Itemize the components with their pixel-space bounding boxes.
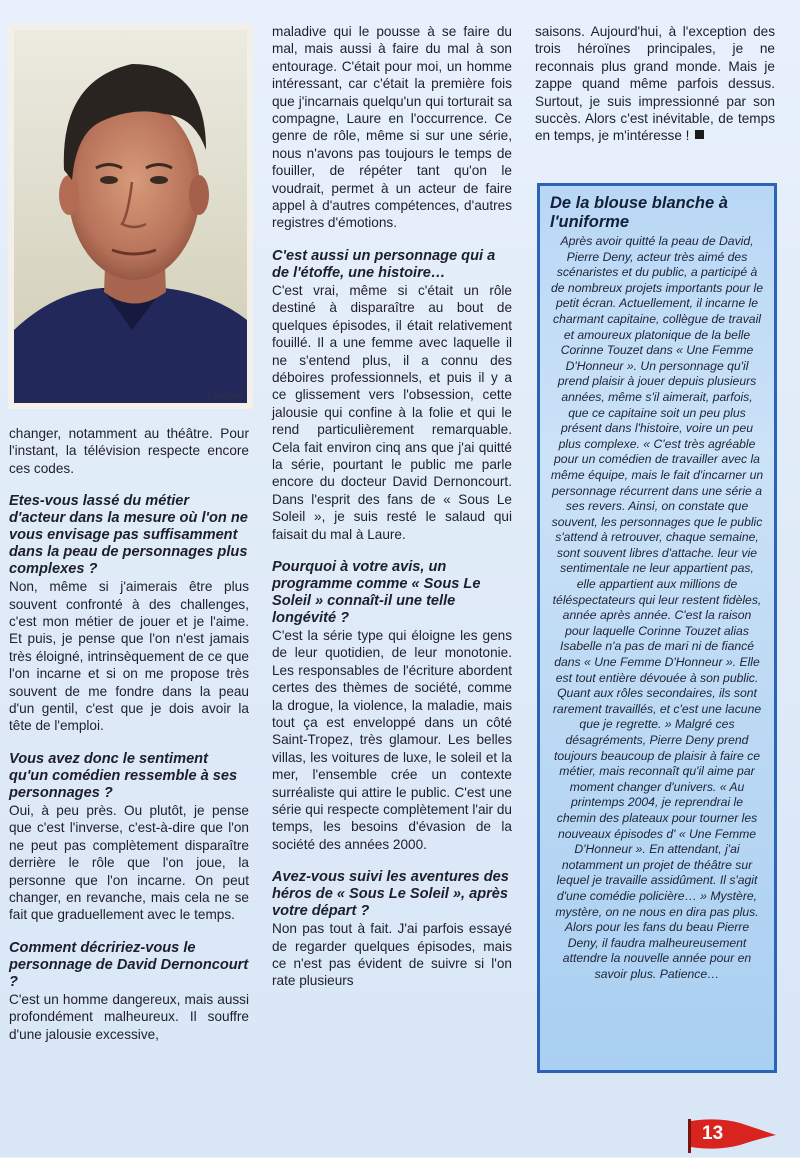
sidebar-title: De la blouse blanche à l'uniforme: [550, 194, 728, 231]
photo-credit: © TF1/SIPA: [206, 394, 243, 401]
interview-question: Etes-vous lassé du métier d'acteur dans la mesure où l'on ne vous envisage pas suffisamment dans la peau de personnages plus complexes ?: [9, 493, 248, 578]
page-number: 13: [702, 1123, 724, 1144]
interview-answer: Oui, à peu près. Ou plutôt, je pense que c'est l'inverse, c'est-à-dire que l'on ne peut pas complètement disparaître derrière le rôle que l'on joue, la personne que l'on incarne. On peut changer, en revanche, mais cela ne se fait que graduellement avec le temps.: [9, 802, 249, 923]
closing-paragraph: saisons. Aujourd'hui, à l'exception des trois héroïnes principales, je ne reconnais plus grand monde. Mais je zappe quand même parfois dessus. Surtout, je suis impressionné par son succès. Alors c'est inévitable, de temps en temps, je m'intéresse !: [535, 24, 775, 144]
interview-question: Vous avez donc le sentiment qu'un comédien ressemble à ses personnages ?: [9, 750, 238, 801]
interview-question: Pourquoi à votre avis, un programme comme « Sous Le Soleil » connaît-il une telle longévité ?: [272, 558, 481, 626]
paragraph: changer, notamment au théâtre. Pour l'instant, la télévision respecte encore ces codes.: [9, 426, 249, 476]
paragraph: maladive qui le pousse à se faire du mal, mais aussi à faire du mal à son entourage. C'était pour moi, un homme intéressant, car c'était la première fois que j'incarnais quelqu'un qui torturait sa compagne, Laure en l'occurrence. Ce genre de rôle, même si sur une série, nous n'avons pas toujours le temps de fouiller, de répéter tant qu'on le voudrait, permet à un acteur de faire appel à d'autres compétences, d'autres registres d'émotions.: [272, 24, 512, 231]
interview-question: Avez-vous suivi les aventures des héros de « Sous Le Soleil », après votre départ ?: [272, 869, 509, 920]
sidebar-box: [537, 183, 777, 1073]
interview-question: C'est aussi un personnage qui a de l'étoffe, une histoire…: [272, 247, 496, 281]
interview-answer: C'est la série type qui éloigne les gens de leur quotidien, de leur monotonie. Les responsables de l'écriture abordent certes des thèmes de société, comme la drogue, la violence, la maladie, mais tout ça est enveloppé dans un côté Saint-Tropez, très glamour. Les belles villas, les voitures de luxe, le soleil et la mer, l'ensemble crée un contexte surréaliste qui attire le public. C'est une série qui respecte complètement l'air du temps, les besoins d'évasion de la société des années 2000.: [272, 627, 512, 852]
portrait-photo: [8, 24, 253, 409]
interview-answer: Non pas tout à fait. J'ai parfois essayé de regarder quelques épisodes, mais ce n'est pas évident de suivre si l'on rate plusieurs: [272, 921, 512, 989]
sidebar-body: Après avoir quitté la peau de David, Pierre Deny, acteur très aimé des scénaristes et du public, a participé à de nombreux projets importants pour le petit écran. Actuellement, il incarne le charmant capitaine, collègue de travail et amoureux platonique de la belle Corinne Touzet dans « Une Femme D'Honneur ». Un personnage qu'il prend plaisir à jouer depuis plusieurs années, même s'il aimerait, parfois, que ce capitaine soit un peu plus présent dans l'histoire, voire un peu plus complexe. « C'est très agréable pour un comédien de travailler avec la même équipe, mais le fait d'incarner un personnage récurrent dans une série a ses revers. Ainsi, on constate que souvent, les personnages que le public s'attend à retrouver, chaque semaine, sont souvent libres d'attache. leur vie sentimentale ne leur appartient pas, elle appartient aux millions de téléspectateurs qui leur restent fidèles, année après année. C'est la raison pour laquelle Corinne Touzet alias Isabelle n'a pas de mari ni de fiancé dans « Une Femme D'Honneur ». Elle est tout entière dévouée à son public. Quant aux rôles secondaires, ils sont rarement travaillés, et c'est une lacune que je regrette. » Malgré ces désagréments, Pierre Deny prend toujours beaucoup de plaisir à faire ce métier, mais reconnaît qu'il aime par moment changer d'univers. « Au printemps 2004, je reprendrai le chemin des plateaux pour tourner les nouveaux épisodes d' « Une Femme D'Honneur ». En attendant, j'ai notamment un projet de théâtre sur lequel je travaille assidûment. Il s'agit d'une comédie policière… » Mystère, mystère, on ne nous en dira pas plus. Alors pour les fans du beau Pierre Deny, il faudra malheureusement attendre la nouvelle année pour en savoir plus. Patience…: [550, 234, 764, 981]
end-mark-icon: [695, 130, 704, 139]
interview-answer: C'est un homme dangereux, mais aussi profondément malheureux. Il souffre d'une jalousie excessive,: [9, 991, 249, 1042]
page-number-flag: [688, 1117, 778, 1153]
interview-question: Comment décririez-vous le personnage de David Dernoncourt ?: [9, 939, 249, 990]
interview-answer: C'est vrai, même si c'était un rôle destiné à disparaître au bout de quelques épisodes, il était relativement fouillé. Il a une femme avec laquelle il ne s'entend plus, il a connu des déboires professionnels, et puis il y a ce glissement vers l'obsession, cette jalousie qui confine à la folie et qui le rend particulièrement remarquable. Cela fait environ cinq ans que j'ai quitté la série, pourtant le public me parle encore du docteur David Dernoncourt. Dans l'esprit des fans de « Sous Le Soleil », je suis resté le salaud qui faisait du mal à Laure.: [272, 282, 512, 542]
portrait-illustration: [14, 30, 247, 403]
column-2: [272, 23, 512, 990]
column-1: [9, 425, 249, 1043]
interview-answer: Non, même si j'aimerais être plus souvent confronté à des challenges, c'est mon métier de jouer et je l'aime. Et puis, je pense que l'on n'est jamais très éloigné, intrinsèquement de ce que l'on incarne et si on me propose très souvent de me fondre dans la peau d'un gentil, c'est que je dois avoir la tête de l'emploi.: [9, 579, 249, 734]
column-3: [535, 23, 775, 145]
portrait-image: [14, 30, 247, 403]
paragraph: [535, 23, 775, 145]
